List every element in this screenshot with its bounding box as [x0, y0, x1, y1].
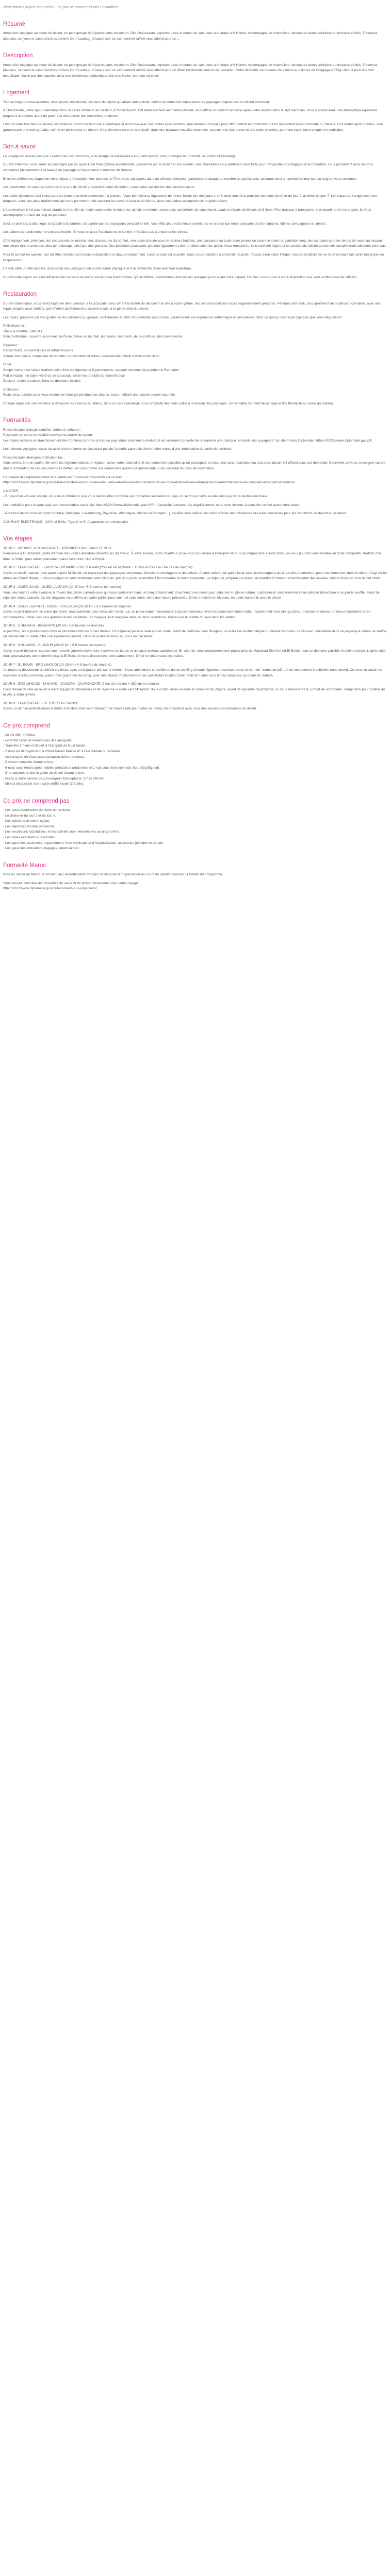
logement-paragraph: Lors de votre trek dans le désert, l'expérience prend une tournure authentique et exclusive avec des tentes igloo mobiles, spécialement conçues pour offrir confort et protection tout en respectant l'esprit nomade du Sahara. Ces tentes igloo mobiles, vous garantissent une nuit agréable, même en plein coeur du désert. Vous dormirez sous un ciel étoilé, dans des bivouacs installés avec soin, au plus près des dunes et des oasis secrètes, pour une expérience unique et inoubliable.: [3, 123, 384, 132]
restauration-paragraph: Durant votre séjour, vous serez logés en demi-pension à Ouarzazate, vous offrant la liberté de découvrir la ville à votre rythme, tout en savourant des repas soigneusement préparés. Pendant votre trek, vous profiterez de la pension complète, avec des repas simples mais nutritifs, qui reflètent parfaitement la cuisine locale et la générosité du désert.: [3, 301, 381, 311]
excluded-item: - Les garanties annulation, bagages, retard aérien.: [3, 846, 79, 851]
formalite-maroc-paragraph: Pour un séjour au Maroc, il convient aux ressortissants français de disposer d'un passeport en cours de validité couvrant la totalité du programme.: [3, 872, 223, 876]
resume-text: Immersion magique au coeur du désert, en petit groupe de 8 participants maximum. Dès Ouarzazate, explorez oasis et dunes du sud, avec une étape à M'Hamid. Accompagné de chameliers, découvrez dunes solitaires et bivouacs étoilés. Traversez plateaux, canyons et oasis secrètes comme Oum Laaloug. Chaque soir, un campement raffiné vous attend pour un ...: [3, 31, 378, 41]
day-block: [3, 623, 388, 640]
restauration-closing: Chaque repas est une invitation à découvrir les saveurs du Maroc, dans un cadre privilégié ou la simplicité des mets s'allie à la beauté des paysages. Un véritable moment de partage et d'authenticité au coeur du Sahara.: [3, 401, 334, 405]
logement-paragraph: Tout au long de votre aventure, nous avons sélectionné des lieux de séjour qui allient authenticité, confort et immersion totale dans les paysages majestueux du désert marocain.: [3, 100, 270, 104]
description-paragraph: Immersion magique au coeur du désert, en petit groupe de 8 participants maximum. Dès Ouarzazate, explorez oasis et dunes du sud, avec une étape à M'Hamid. Accompagné de chameliers, découvrez dunes solitaires et bivouacs étoilés. Traversez plateaux, canyons et oasis secrètes comme Oum Laaloug. Chaque soir, un campement raffiné vous attend pour un dîner traditionnel sous le ciel saharien. Votre itinéraire sur mesure vous mène aux dunes de Chegaga et l'Erg Lihoudi pour une nuit inoubliable. Guidé par des experts, vivez une expérience authentique, loin des foules, en toute sérénité.: [3, 63, 378, 78]
day-text: C'est l'heure de dire au revoir à votre équipe de chameliers et de rejoindre la route vers M'Hamid. Nous continuerons ensuite en direction de Zagora, avant de rejoindre Ouarzazate, où vous retrouverez le confort de votre hôtel. Temps libre pour profiter de la ville à votre rythme.: [3, 687, 385, 697]
day-text: Après un petit-déjeuner au cœur du désert, nous partirons pour découvrir l'oasis. Là, un pique-nique mauriqera une pause bienvenue avant de poursuivre notre route. L'après-midi nous plonge dans un océan de dunes, où nous installerons notre campement au milieu des plus grandes dunes du Maroc, à Chegaga. Nuit magique dans ce décor grandiose, bercés par le souffle du vent dans les sables.: [3, 610, 371, 619]
included-item: - Le vol aller et retour.: [3, 733, 36, 737]
day-heading: JOUR 5 : CHEGAGA - BOUGARN (20 km / 5-6 heures de marche): [3, 624, 104, 628]
excluded-item: - Les repas éventuels aux escales.: [3, 835, 56, 839]
included-item: - Transfert arrivée et départ à l'aéroport de Ouarzazate.: [3, 744, 87, 748]
formalites-line: - En cas d'un vol avec escale, vous nous informons que vous devrez être conforme aux formalités sanitaires du pays où se trouve votre escale ainsi que votre destination finale.: [3, 495, 268, 499]
day-text: Après le petit-déjeuner, cap sur une nouvelle journée d'aventure à travers les dunes et un vaste plateau sablonneux. En chemin, nous marquerons une pause près du Marabout Sidi Ahmed El Bechir pour un déjeuner paisible en pleine nature. L'après-midi, nous poursuivrons notre chemin jusqu'à El Bour, où nous dresserons notre campement. Dîner et nuitée sous les étoiles.: [3, 649, 386, 658]
meal-label: Collations :: [3, 387, 20, 392]
included-item: - 6 nuits sous tentes igloo mobiles pendant la randonnée et 1 nuit sous tente nomade fixe à Erg Elguedi.: [3, 766, 160, 770]
formalites-line: Les règles relatives au franchissement des frontières propres à chaque pays étant amenées à évoluer, il est vivement conseillé de se reporter à la rubrique "conseils aux voyageurs" du site France Diplomatie, https://XXXX/www.diplomatie.gouv.fr/: [3, 438, 372, 443]
restauration-paragraph: Les repas, préparés par vos guides ou les cuisiniers du groupe, sont réalisés à partir d'ingrédients locaux frais, garantissant une expérience authentique et savoureuse. Voici un aperçu des repas typiques que vous dégusterez :: [3, 315, 344, 319]
formalites-line: L'annuaire des représentations étrangères en France est disponible via ce lien :: [3, 475, 123, 479]
meal-block: [3, 324, 388, 340]
formalites-line: Les modalités pour chaque pays sont consultables sur le site https://XXXX/www.diplomatie.gouv.fr/fr/. L'actualité évoluant très régulièrement, nous vous invitons à consulter ce lien avant votre départ.: [3, 503, 302, 507]
meal-label: Dîner :: [3, 363, 13, 367]
day-heading: JOUR 4 : OUED LAATACH - OASIS - CHEGAGA (20-30 km / 5-6 heures de marche): [3, 604, 131, 608]
breadcrumb[interactable]: Description Ca prix comprend / Ce prix ne comprend pas Formalités: [3, 5, 118, 9]
bon-a-savoir-paragraph: Ce trek offre un défi modéré, accessible aux voyageurs en bonne forme physique et à la recherche d'une aventure équilibrée.: [3, 267, 192, 271]
bon-a-savoir-paragraph: Les bâtons de randonnée ne sont pas fournis. Si vous en avez l'habitude ou le confort, n'hésitez pas à emporter les vôtres.: [3, 230, 188, 234]
day-block: [3, 663, 388, 679]
day-block: [3, 565, 388, 582]
day-heading: JOUR 2 : OUARZAZATE - ZAGORA - M'HAMID - OUED NAAM (250 km en asphalte + 18 km en trek / 4-5 heures de marche): [3, 566, 193, 570]
day-text: Aujourd'hui, nous poursuivons notre exploration entre les dunes dorées. Un déjeuner paisible sera pris en route, avant de continuer vers Bougarn, un autre lieu emblématique du désert marocain. Le bivouac, s'installera dans ce paysage à couper le souffle, où l'immensité du sable offre une expérience inédite. Dîner et nuitée en bivouac, sous un ciel étoilé.: [3, 629, 387, 639]
day-block: [3, 604, 388, 621]
excluded-item: - Les taxes éventuelles de sortie du territoire.: [3, 808, 71, 812]
meal-block: [3, 387, 388, 398]
included-item: - Accès à notre service de conciergerie francophone 7j/7 et 24h/24.: [3, 776, 104, 781]
excluded-item: - Les garanties assistance, rapatriement, frais médicaux et d'hospitalisation, assistance juridique et pénale.: [3, 841, 164, 845]
formalites-title: Formalités: [3, 417, 31, 424]
day-block: [3, 701, 388, 712]
included-item: - Le transport de Ouarzazate jusqu'au désert et retour.: [3, 755, 85, 759]
formalites-line: A NOTER: [3, 489, 18, 493]
formalites-line: Ressortissants étrangers et binationaux :: [3, 455, 65, 460]
vos-etapes-title: Vos étapes: [3, 536, 32, 543]
meal-block: [3, 343, 388, 360]
formalite-maroc-paragraph: Vous pouvez consulter les formalités de santé et de police nécessaires pour votre voyage :: [3, 881, 140, 885]
bon-a-savoir-paragraph: Les pourboires ne sont pas inclus dans le prix du circuit et restent à votre discrétion, selon votre satisfaction des services reçus.: [3, 185, 196, 190]
resume-title: Résumé: [3, 21, 25, 27]
day-heading: JOUR 9 : OUARZAZATE - RETOUR EN FRANCE: [3, 701, 79, 705]
ce-prix-comprend-title: Ce prix comprend: [3, 722, 50, 729]
bon-a-savoir-paragraph: Le voyage est assuré dès que 2 personnes sont inscrites, et le groupe ne dépassera pas 8 participants, pour privilégier la proximité, le confort et l'échange.: [3, 154, 237, 158]
bon-a-savoir-paragraph: Durant votre séjour vous bénéficierez des services de notre conciergerie francophone 7j/7 et 24h/24 (coordonnées transmises quelques jours avant votre départ). De plus, vous aurez à votre disposition une carte eSIM locale de 100 Mo.: [3, 275, 357, 279]
formalites-line: Vous devrez être en conformité avec les réglementations en vigueur, selon votre nationalité. Il est notamment possible qu'un passeport, un visa, une carte touristique ou tout autre document officiel vous soit demandé. Il convient de vous renseigner sur les délais d'obtention de ces documents et d'effectuer vous-même vos démarches auprès de ambassade ou du consulat du pays de destination.: [3, 461, 385, 470]
excluded-item: - Les boissons durant le séjour.: [3, 819, 51, 823]
bon-a-savoir-paragraph: Entre les différentes étapes de votre séjour, à l'exception des portions de Trek, vous voyagerez dans un véhicule climatisé, parfaitement adapté au nombre de participants, assurant ainsi un confort optimal tout au long de votre aventure.: [3, 177, 357, 181]
meal-line: Repas froids, souvent légers et rafraîchissants: [3, 349, 73, 353]
bon-a-savoir-paragraph: Seul un petit sac à dos, léger et adapté à la journée, sera porté par les voyageurs pendant le trek. Vos effets plus volumineux seront pris en charge par notre caravane de dromadaires, fidèles compagnons du désert.: [3, 222, 327, 226]
meal-line: Salade marocaine, composée de tomates, concombres et olives, assaisonnée d'huile d'olive et de citron: [3, 354, 160, 358]
bon-a-savoir-title: Bon à savoir: [3, 144, 36, 150]
formalite-maroc-title: Formalité Maroc: [3, 862, 46, 869]
included-item: - Pension complète durant le trek.: [3, 760, 54, 765]
included-item: - Mise à disposition d'une carte eSIM locale (100 Mo).: [3, 782, 85, 786]
day-block: [3, 546, 388, 563]
description-title: Description: [3, 53, 33, 59]
product-page: [0, 0, 391, 892]
day-text: Bienvenue à Ouarzazate, porte d'entrée des vastes étendues désertiques du Maroc. À votre arrivée, votre chauffeur privé vous accueillera à l'aéroport et vous accompagnera à votre hôtel, où vous pourrez vous installer en toute tranquillité. Profitez d'un dîner à l'hôtel, pour entrer pleinement dans l'aventure. Nuit à l'hôtel.: [3, 552, 382, 561]
excluded-item: - Les excursions facultatives, et les activités non mentionnées au programme.: [3, 830, 120, 834]
day-text: Vous poursuivrez votre aventure à travers des pistes caillouteuses qui vous conduiront dans un canyon fascinant. Vous ferez une pause pour déjeuner en pleine nature. L'après-midi, vous traverserez un plateau désertique à couper le souffle, avant de rejoindre Oued Laatach. Ce site magique vous offrira un cadre parfait pour une nuit sous tente, dans une nature préservée. Dîner et nuitée en bivouac, en totale harmonie avec le désert.: [3, 590, 380, 600]
meal-line: Pain traditionnel, souvent servi avec de l'huile d'olive ou du miel, du beurre, des oeufs, de la confiture, des olives noires: [3, 335, 183, 339]
formalite-maroc-link[interactable]: http://XXXX/www.diplomatie.gouv.fr/fr/conseils-aux-voyageurs/: [3, 887, 97, 891]
included-item: - 2 nuits en demi-pension à l'hôtel Karam Palace 4* à Ouarzazate ou similaire.: [3, 750, 121, 753]
meal-label: Déjeuner :: [3, 343, 19, 347]
day-block: [3, 585, 388, 601]
included-item: - Dromadaires de bât et guide du désert durant le trek.: [3, 771, 85, 775]
meal-line: Thé à la menthe, café, lait: [3, 329, 42, 333]
day-heading: JOUR 8 : ERG LIHOUDI - M'HAMID - ZAGORA - OUARZAZATE (7 km de marche + 250 km en voiture): [3, 682, 159, 686]
meal-line: Fruits secs, parfaits pour vous donner de l'énergie pendant vos étapes, tout en offrant une touche sucrée naturelle.: [3, 393, 176, 397]
excluded-item: - Le déjeuner du jour 2 et du jour 8.: [3, 814, 57, 818]
day-text: Au matin, la découverte du désert continue, avec un déjeuner pris sur le chemin. Nous atteindrons les célèbres dunes de l'Erg Lihoudi, également connues sous le nom de "dunes du juif", où un campement inoubliable nous attend. Ce sera l'occasion de vivre une soirée conviviale, autour d'un grand feu de camp, avec des chants traditionnels et des spécialités locales. Dîner festif et nuitée sous tentes nomades, au coeur du Sahara.: [3, 668, 382, 677]
day-heading: JOUR 1 : ARRIVEE A OUARZAZATE - PREMIERS PAS DANS LE SUD: [3, 546, 111, 550]
ce-prix-ne-comprend-pas-title: Ce prix ne comprend pas: [3, 798, 70, 804]
day-text: Après un réveil matinal, nous partons pour M'Hamid, en traversant des paysages somptueux, bordés de montagnes et de vallées. À votre arrivée, un guide local vous accompagnera ainsi que des chameliers, pour une immersion dans le désert. Cap sur les dunes de l'Oued Naam, un lieu magique où vous installerez votre bivouac, pris d'un puits rassemblant les nomades et leurs troupeaux. Le déjeuner, préparé sur place, se prendra à l'ombre rafraîchissante des acacias. Nuit en bivouac sous le ciel étoilé.: [3, 571, 388, 581]
day-heading: JOUR 3 : OUED NAAM - OUED LAATACH (20-30 km / 5-6 heures de marche): [3, 585, 121, 589]
day-heading: JOUR 7 : EL BOUR - ERG LIHOUDI (10-15 km / 4-5 heures de marche): [3, 663, 112, 667]
included-item: - Le forfait taxes et redevances des aéroports.: [3, 738, 73, 742]
excluded-item: - Les dépenses d'ordre personnel.: [3, 824, 55, 828]
formalites-line: - Pour tout départ d'un aéroport frontalier (Belgique, Luxembourg, Pays-Bas, Allemagne, Suisse ou Espagne...), veuillez vous référer aux sites officiels des ministères des pays concernés pour les conditions de départ et de retour.: [3, 512, 347, 516]
formalites-line: Passeport en cours de validité couvrant la totalité du séjour.: [3, 433, 93, 437]
bon-a-savoir-paragraph: Côté équipement, prévoyez des chaussures de marche, des chaussures de confort, une veste chaude pour les soirées fraîches, une casquette ou toute autre protection contre le soleil, un pantalon long, des sandales pour les temps de repos au bivouac, une lampe torche avec des piles de rechange, ainsi que des gourdes. Des pochettes plastiques peuvent également s'avérer utiles selon les points d'eau rencontrés. Une serviette légère et les articles de toilette personnels compléteront utilement votre sac.: [3, 239, 387, 248]
formalites-link[interactable]: http://XXXX/www.diplomatie.gouv.fr/fr/le-ministere-et-son-reseau/annuaires-et-adresses-du-ministere-de-l-europe-et-des-affaires-etrangeres-meae/ambassades-et-consulats-etrangers-en-france/: [3, 481, 295, 485]
logement-title: Logement: [3, 90, 30, 96]
bon-a-savoir-paragraph: Les petits-déjeuners sont inclus tous les jours pour bien commencer la journée. Vous bénéficierez également de dîners inclus lors des jours 1 et 8, ainsi que de la pension complète du dîner du jour 2 au dîner du jour 7. Les repas sont soigneusement préparés, avec des plats traditionnels qui vous permettront de savourer les saveurs locales du Maroc, dans des cadres exceptionnels en plein désert.: [3, 194, 378, 204]
restauration-title: Restauration: [3, 291, 37, 298]
meal-block: [3, 362, 388, 384]
day-block: [3, 643, 388, 659]
formalites-line: COURANT ELECTRIQUE : 220V et 50Hz. Type C et E. Adaptateur non nécessaire.: [3, 520, 129, 524]
meal-line: Soupe harira, une soupe traditionnelle riche en légumes et légumineuses, souvent consommée pendant le Ramadan: [3, 368, 179, 372]
bon-a-savoir-paragraph: Durant votre trek, vous serez accompagné par un guide local francophone expérimenté, passionné par le désert et ses secrets. Des chameliers vous prêteront main forte pour transporter vos bagages et le nourriture, vous permettant ainsi de vous concentrer pleinement sur la beauté du paysage et l'expérience immersive du Sahara.: [3, 163, 373, 172]
formalites-line: Les mineurs voyageant seuls ou avec une personne ne disposant pas de l'autorité parentale devront être munis d'une autorisation de sortie de territoire.: [3, 447, 232, 451]
meal-label: Petit-déjeuner :: [3, 324, 26, 328]
bon-a-savoir-paragraph: Pour le confort en quelles, des toilettes mobiles sont mises à disposition à chaque campement. Lorsque cela est possible, nous nous installons à proximité de puits ; l'accès varie selon l'étape, mais le simplicité de ce rituel nomade fait partie intégrante de l'expérience.: [3, 252, 384, 262]
day-heading: JOUR 6 : BOUGARN - EL BOUR (20-30 km / 5-6 heures de marche): [3, 643, 107, 647]
meal-line: Dessert : selon la saison, fruits ou douceurs locales: [3, 379, 81, 383]
bon-a-savoir-paragraph: L'eau minérale n'est pas incluse durant le trek. Afin de rester autonomes et limiter les achats en chemin, nous vous conseillons de vous munir, avant le départ, de bidons de 5 litres. Plus pratique à transporter et à répartir entre les étapes, ils vous accompagneront tout au long du parcours.: [3, 208, 371, 217]
logement-paragraph: À Ouarzazate, votre séjour débutera dans un cadre raffiné et accueillant, à l'hôtel Karam. Cet établissement au charme discret, vous offrira un confort moderne après votre arrivée dans le sud marocain. Vous y apprécierez une atmosphère reposante, propice à la détente avant de partir à la découverte des merveilles du désert.: [3, 109, 379, 118]
day-text: Après un dernier petit-déjeuner à l'hôtel, transfert privé vers l'aéroport de Ouarzazate pour votre vol retour, en emportant avec vous des souvenirs inoubliables du désert.: [3, 707, 257, 711]
day-block: [3, 682, 388, 698]
meal-line: Plat principal : un tajine varié ou un couscous, selon les produits du marché local: [3, 374, 125, 378]
formalites-line: Ressortissants français (adultes, bébés et enfants) :: [3, 428, 82, 432]
